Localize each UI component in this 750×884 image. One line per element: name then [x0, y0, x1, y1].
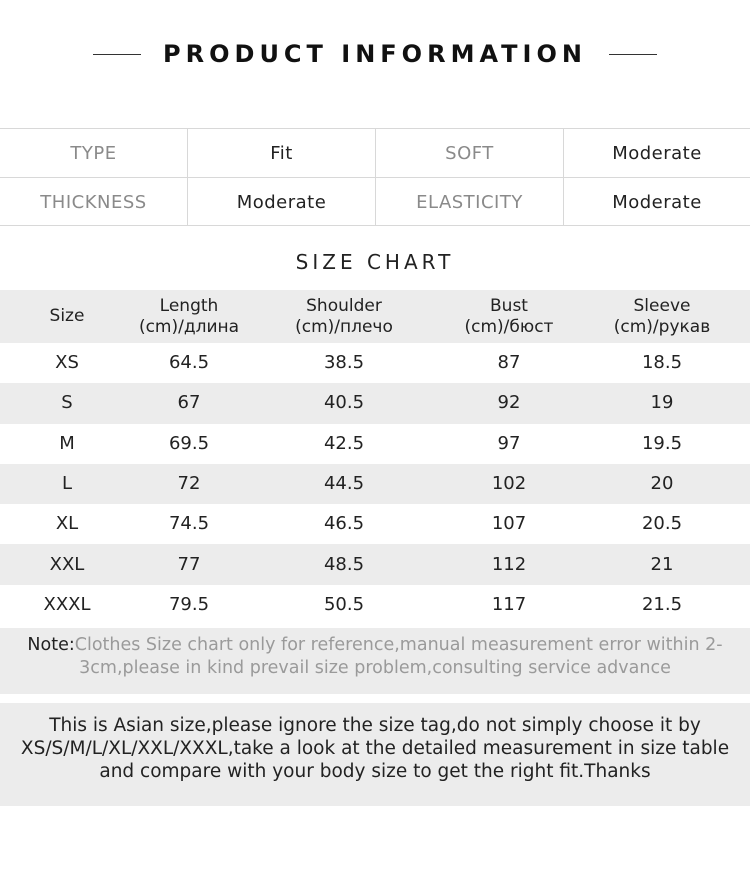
info-label-soft: SOFT [376, 129, 564, 177]
note-label: Note: [27, 635, 75, 655]
info-label-thickness: THICKNESS [0, 178, 188, 226]
cell-bust: 107 [491, 513, 527, 535]
table-row [0, 383, 750, 423]
cell-size: L [61, 473, 73, 495]
cell-size: M [59, 432, 75, 454]
cell-sleeve: 21 [650, 553, 674, 575]
cell-length: 72 [177, 473, 201, 495]
cell-shoulder: 40.5 [323, 392, 365, 414]
info-row [0, 129, 750, 177]
cell-bust: 112 [491, 553, 527, 575]
size-chart-title: SIZE CHART [295, 250, 455, 274]
column-header-line1: Shoulder [306, 295, 382, 316]
note-text: Clothes Size chart only for reference,manual measurement error within 2-3cm,please in kind prevail size problem,consulting service advance [74, 635, 723, 678]
cell-sleeve: 19.5 [641, 432, 683, 454]
column-header-line1: Length [159, 295, 219, 316]
column-header-line1: Size [49, 306, 85, 326]
cell-length: 74.5 [168, 513, 210, 535]
column-header-line1: Bust [490, 295, 528, 316]
table-row [0, 343, 750, 383]
cell-length: 69.5 [168, 432, 210, 454]
cell-size: XL [55, 513, 79, 535]
info-value-thickness: Moderate [188, 178, 376, 226]
info-label-elasticity: ELASTICITY [376, 178, 564, 226]
table-row [0, 464, 750, 504]
table-row [0, 424, 750, 464]
cell-shoulder: 46.5 [323, 513, 365, 535]
header-left-rule [93, 54, 141, 55]
table-row [0, 504, 750, 544]
cell-sleeve: 20 [650, 473, 674, 495]
cell-bust: 87 [497, 352, 521, 374]
cell-shoulder: 38.5 [323, 352, 365, 374]
cell-sleeve: 21.5 [641, 593, 683, 615]
info-value-type: Fit [188, 129, 376, 177]
measurement-note [0, 628, 750, 694]
column-header-size [0, 306, 134, 327]
cell-length: 67 [177, 392, 201, 414]
column-header-line2: (cm)/длина [138, 316, 240, 337]
cell-bust: 102 [491, 473, 527, 495]
cell-length: 79.5 [168, 593, 210, 615]
column-header-length [134, 296, 244, 338]
column-header-shoulder [244, 296, 444, 338]
column-header-line1: Sleeve [633, 295, 691, 316]
cell-sleeve: 19 [650, 392, 674, 414]
cell-bust: 117 [491, 593, 527, 615]
table-row [0, 585, 750, 625]
info-label-type: TYPE [0, 129, 188, 177]
cell-size: XXL [49, 553, 85, 575]
column-header-line2: (cm)/плечо [295, 316, 393, 337]
column-header-sleeve [574, 296, 750, 338]
cell-shoulder: 44.5 [323, 473, 365, 495]
cell-length: 77 [177, 553, 201, 575]
column-header-line2: (cm)/рукав [613, 316, 711, 337]
cell-bust: 92 [497, 392, 521, 414]
cell-length: 64.5 [168, 352, 210, 374]
cell-shoulder: 50.5 [323, 593, 365, 615]
asian-size-notice: This is Asian size,please ignore the size tag,do not simply choose it by XS/S/M/L/XL/XXL/XXXL,take a look at the detailed measurement in size table and compare with your body size to get the right fit.Thanks [0, 703, 750, 806]
table-row [0, 544, 750, 584]
page-title: PRODUCT INFORMATION [163, 40, 587, 68]
product-info-table [0, 128, 750, 226]
size-chart-header-row [0, 290, 750, 343]
product-information-header [0, 32, 750, 76]
info-value-elasticity: Moderate [612, 191, 702, 213]
size-chart-table [0, 290, 750, 625]
info-value-soft: Moderate [612, 142, 702, 164]
cell-sleeve: 18.5 [641, 352, 683, 374]
column-header-bust [444, 296, 574, 338]
cell-bust: 97 [497, 432, 521, 454]
column-header-line2: (cm)/бюст [464, 316, 554, 337]
header-right-rule [609, 54, 657, 55]
cell-sleeve: 20.5 [641, 513, 683, 535]
cell-shoulder: 48.5 [323, 553, 365, 575]
cell-shoulder: 42.5 [323, 432, 365, 454]
cell-size: XXXL [43, 593, 91, 615]
info-row [0, 177, 750, 226]
cell-size: S [61, 392, 73, 414]
cell-size: XS [55, 352, 79, 374]
